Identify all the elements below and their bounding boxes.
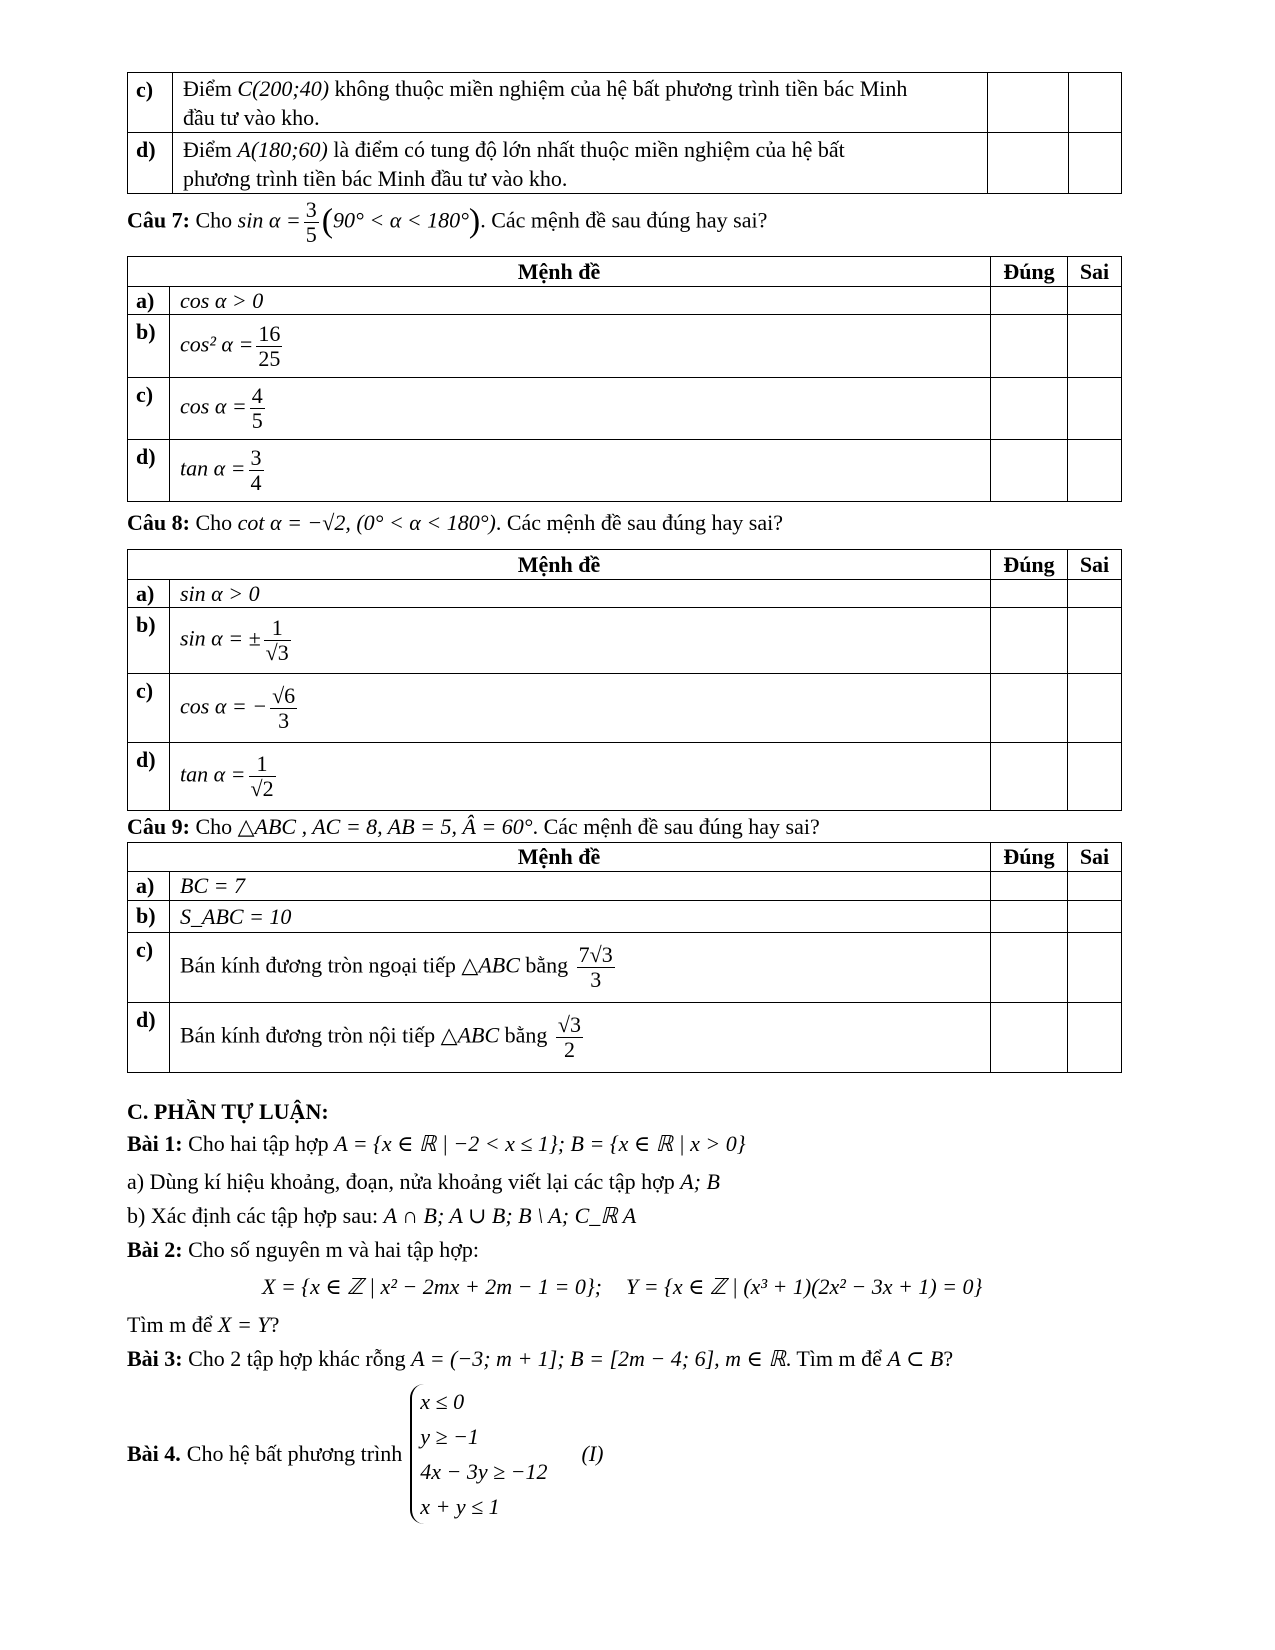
essay-heading: C. PHẦN TỰ LUẬN: (127, 1099, 329, 1124)
q6-d-dung-cell[interactable] (988, 133, 1069, 194)
bai4-system: x ≤ 0 y ≥ −1 4x − 3y ≥ −12 x + y ≤ 1 (410, 1384, 547, 1524)
q7-header-sai: Sai (1068, 257, 1122, 287)
q8-c-dung-cell[interactable] (991, 674, 1068, 743)
q7-row-b: b) cos² α = $\frac{16}{25}$ (128, 315, 1122, 378)
bai1-statement: Bài 1: Cho hai tập hợp A = {x ∈ ℝ | −2 < x ≤ 1}; B = {x ∈ ℝ | x > 0} (127, 1131, 746, 1156)
q6-d-point: A(180;60) (237, 137, 328, 162)
q9-row-b: b) S_ABC = 10 (128, 901, 1122, 933)
q8-d-dung-cell[interactable] (991, 743, 1068, 811)
q8-row-c: c) cos α = − $\frac{√6}{3}$ (128, 674, 1122, 743)
q9-a-sai-cell[interactable] (1068, 872, 1122, 901)
q9-d-statement: Bán kính đương tròn nội tiếp △ABC bằng $\frac{√3}{2}$ (170, 1003, 991, 1073)
q9-table (127, 842, 1122, 1073)
bai2-set-x: X = {x ∈ ℤ | x² − 2mx + 2m − 1 = 0}; (262, 1274, 602, 1299)
q9-header-menh-de: Mệnh đề (128, 843, 991, 872)
q8-b-statement: sin α = ± $\frac{1}{√3}$ (170, 608, 991, 674)
q8-a-dung-cell[interactable] (991, 580, 1068, 608)
q9-d-dung-cell[interactable] (991, 1003, 1068, 1073)
bai3-statement: Bài 3: Cho 2 tập hợp khác rỗng A = (−3; m + 1]; B = [2m − 4; 6], m ∈ ℝ. Tìm m để A ⊂ B? (127, 1346, 954, 1371)
q8-b-sai-cell[interactable] (1068, 608, 1122, 674)
bai2-question: Tìm m để X = Y? (127, 1312, 280, 1337)
q8-row-b: b) sin α = ± $\frac{1}{√3}$ (128, 608, 1122, 674)
q7-c-dung-cell[interactable] (991, 378, 1068, 440)
q6-d-sai-cell[interactable] (1069, 133, 1122, 194)
q7-c-statement: cos α = $\frac{4}{5}$ (170, 378, 991, 440)
q8-d-sai-cell[interactable] (1068, 743, 1122, 811)
q6-c-statement: Điểm C(200;40) không thuộc miền nghiệm của hệ bất phương trình tiền bác Minh đầu tư vào kho. (173, 73, 988, 133)
bai4-statement: Bài 4. Cho hệ bất phương trình x ≤ 0 y ≥ −1 4x − 3y ≥ −12 x + y ≤ 1 (I) (127, 1384, 604, 1524)
q9-row-d: d) Bán kính đương tròn nội tiếp △ABC bằng $\frac{√3}{2}$ (128, 1003, 1122, 1073)
q7-table (127, 256, 1122, 502)
q9-c-dung-cell[interactable] (991, 933, 1068, 1003)
q7-given-fraction: $\frac{3}{5}$ (305, 197, 317, 247)
q9-c-sai-cell[interactable] (1068, 933, 1122, 1003)
q9-b-dung-cell[interactable] (991, 901, 1068, 933)
q6-c-dung-cell[interactable] (988, 73, 1069, 133)
q9-c-statement: Bán kính đương tròn ngoại tiếp △ABC bằng $\frac{7√3}{3}$ (170, 933, 991, 1003)
bai1-part-a: a) Dùng kí hiệu khoảng, đoạn, nửa khoảng viết lại các tập hợp A; B (127, 1169, 720, 1194)
q9-a-statement: BC = 7 (170, 872, 991, 901)
q8-a-sai-cell[interactable] (1068, 580, 1122, 608)
bai2-statement: Bài 2: Cho số nguyên m và hai tập hợp: (127, 1237, 480, 1262)
q8-c-sai-cell[interactable] (1068, 674, 1122, 743)
q7-header-row (128, 257, 1122, 287)
q7-b-dung-cell[interactable] (991, 315, 1068, 378)
q8-a-statement: sin α > 0 (170, 580, 991, 608)
bai4-system-label: (I) (581, 1441, 604, 1466)
q7-c-sai-cell[interactable] (1068, 378, 1122, 440)
q8-question: Câu 8: Cho cot α = −√2, (0° < α < 180°). Các mệnh đề sau đúng hay sai? (127, 510, 783, 535)
q9-header-dung: Đúng (991, 843, 1068, 872)
q8-header-menh-de: Mệnh đề (128, 550, 991, 580)
q8-header-row (128, 550, 1122, 580)
q6-row-c (128, 73, 1122, 133)
q7-b-statement: cos² α = $\frac{16}{25}$ (170, 315, 991, 378)
q8-row-d: d) tan α = $\frac{1}{√2}$ (128, 743, 1122, 811)
q7-a-dung-cell[interactable] (991, 287, 1068, 315)
q6-row-d (128, 133, 1122, 194)
q8-header-dung: Đúng (991, 550, 1068, 580)
q7-a-sai-cell[interactable] (1068, 287, 1122, 315)
q7-header-dung: Đúng (991, 257, 1068, 287)
q9-b-sai-cell[interactable] (1068, 901, 1122, 933)
q8-row-a: a) sin α > 0 (128, 580, 1122, 608)
q9-d-sai-cell[interactable] (1068, 1003, 1122, 1073)
q9-row-a: a) BC = 7 (128, 872, 1122, 901)
q6-d-statement: Điểm A(180;60) là điểm có tung độ lớn nhất thuộc miền nghiệm của hệ bất phương trình tiền bác Minh đầu tư vào kho. (173, 133, 988, 194)
q9-a-dung-cell[interactable] (991, 872, 1068, 901)
q6-c-label: c) (128, 73, 173, 133)
q9-question: Câu 9: Cho △ABC , AC = 8, AB = 5, Â = 60°. Các mệnh đề sau đúng hay sai? (127, 814, 820, 839)
q9-header-row (128, 843, 1122, 872)
q7-row-a: a) cos α > 0 (128, 287, 1122, 315)
q7-a-statement: cos α > 0 (170, 287, 991, 315)
q7-d-statement: tan α = $\frac{3}{4}$ (170, 440, 991, 502)
q9-row-c: c) Bán kính đương tròn ngoại tiếp △ABC bằng $\frac{7√3}{3}$ (128, 933, 1122, 1003)
bai1-sets: A = {x ∈ ℝ | −2 < x ≤ 1}; B = {x ∈ ℝ | x > 0} (334, 1131, 746, 1156)
q7-d-sai-cell[interactable] (1068, 440, 1122, 502)
q6-c-sai-cell[interactable] (1069, 73, 1122, 133)
bai1-part-b: b) Xác định các tập hợp sau: A ∩ B; A ∪ B; B \ A; C_ℝ A (127, 1203, 637, 1228)
q6-c-point: C(200;40) (237, 76, 330, 101)
q8-b-dung-cell[interactable] (991, 608, 1068, 674)
q8-c-statement: cos α = − $\frac{√6}{3}$ (170, 674, 991, 743)
q6-table (127, 72, 1122, 194)
q9-header-sai: Sai (1068, 843, 1122, 872)
q7-b-sai-cell[interactable] (1068, 315, 1122, 378)
q6-d-label: d) (128, 133, 173, 194)
q7-question: Câu 7: Cho sin α = $\frac{3}{5}$ (90° < α < 180°). Các mệnh đề sau đúng hay sai? (127, 197, 768, 247)
q8-d-statement: tan α = $\frac{1}{√2}$ (170, 743, 991, 811)
bai2-set-y: Y = {x ∈ ℤ | (x³ + 1)(2x² − 3x + 1) = 0} (626, 1274, 983, 1299)
q8-table (127, 549, 1122, 811)
q7-d-dung-cell[interactable] (991, 440, 1068, 502)
q7-row-d: d) tan α = $\frac{3}{4}$ (128, 440, 1122, 502)
q7-row-c: c) cos α = $\frac{4}{5}$ (128, 378, 1122, 440)
q9-b-statement: S_ABC = 10 (170, 901, 991, 933)
q8-header-sai: Sai (1068, 550, 1122, 580)
q7-header-menh-de: Mệnh đề (128, 257, 991, 287)
